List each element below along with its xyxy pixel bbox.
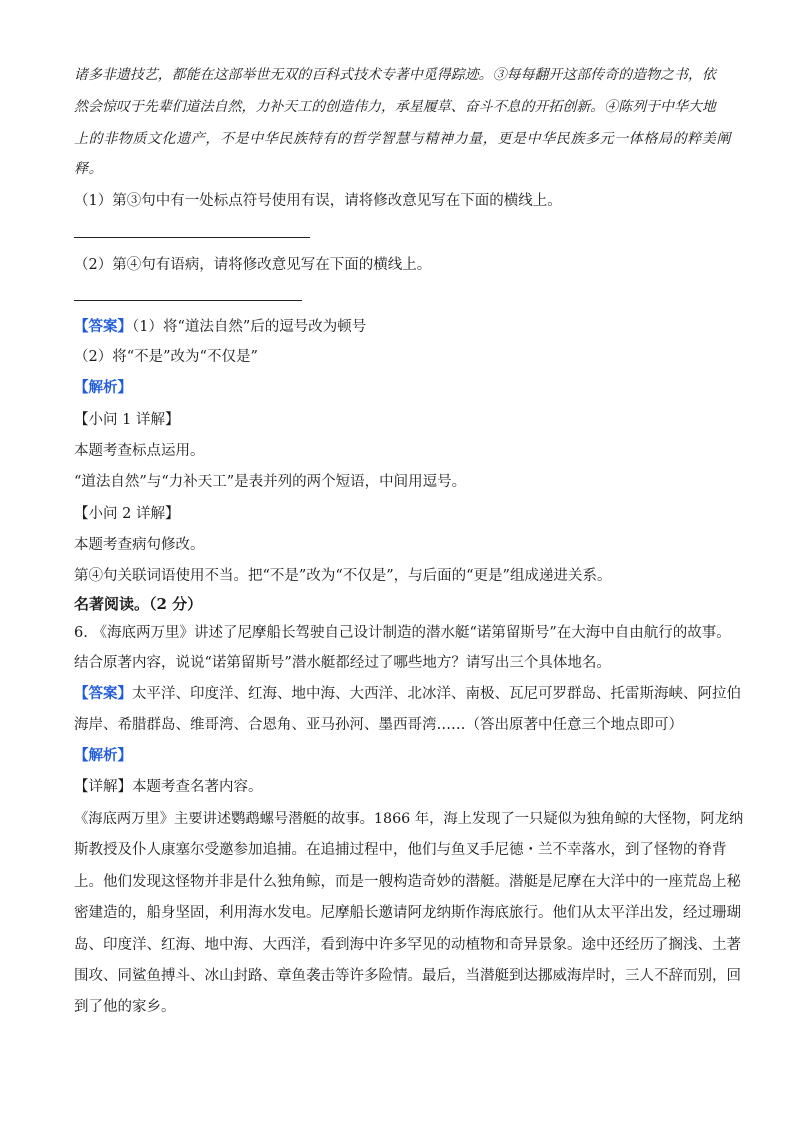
passage-line-4: 释。 xyxy=(74,161,104,177)
sub-question-1-tag: 【小问 1 详解】 xyxy=(74,412,180,428)
detail-paragraph-line-2: 斯教授及仆人康塞尔受邀参加追捕。在追捕过程中，他们与鱼叉手尼德・兰不幸落水，到了怪物的脊背 xyxy=(74,842,727,858)
answer-blank-2 xyxy=(74,300,302,301)
answer-6-tag: 【答案】 xyxy=(74,685,132,702)
analysis-6-tag: 【解析】 xyxy=(74,747,132,764)
passage-line-1: 诸多非遗技艺，都能在这部举世无双的百科式技术专著中觅得踪迹。③每每翻开这部传奇的造物之书，依 xyxy=(74,67,716,83)
answer-1: （1）将“道法自然”后的逗号改为顿号 xyxy=(132,319,367,335)
question-1: （1）第③句中有一处标点符号使用有误，请将修改意见写在下面的横线上。 xyxy=(74,193,562,209)
detail-paragraph-line-3: 上。他们发现这怪物并非是什么独角鲸，而是一艘构造奇妙的潜艇。潜艇是尼摩在大洋中的一座荒岛上秘 xyxy=(74,874,741,890)
passage-line-3: 上的非物质文化遗产，不是中华民族特有的哲学智慧与精神力量，更是中华民族多元一体格局的粹美阐 xyxy=(74,131,731,147)
sub-question-1-line-1: 本题考查标点运用。 xyxy=(74,443,205,459)
answer-2: （2）将“不是”改为“不仅是” xyxy=(74,349,258,365)
detail-paragraph-line-6: 围攻、同鲨鱼搏斗、冰山封路、章鱼袭击等许多险情。最后，当潜艇到达挪威海岸时，三人不辞而别，回 xyxy=(74,968,741,984)
answer-6-line-2: 海岸、希腊群岛、维哥湾、合恩角、亚马孙河、墨西哥湾……（答出原著中任意三个地点即可） xyxy=(74,717,683,733)
answer-blank-1 xyxy=(74,237,310,238)
passage-line-2: 然会惊叹于先辈们道法自然，力补天工的创造伟力，承星履草、奋斗不息的开拓创新。④陈列于中华大地 xyxy=(74,99,716,115)
detail-paragraph-line-4: 密建造的，船身坚固，利用海水发电。尼摩船长邀请阿龙纳斯作海底旅行。他们从太平洋出发，经过珊瑚 xyxy=(74,905,741,921)
sub-question-2-line-1: 本题考查病句修改。 xyxy=(74,537,205,553)
sub-question-2-tag: 【小问 2 详解】 xyxy=(74,506,180,522)
sub-question-2-line-2: 第④句关联词语使用不当。把“不是”改为“不仅是”，与后面的“更是”组成递进关系。 xyxy=(74,568,612,584)
detail-tag: 【详解】 xyxy=(74,779,132,795)
answer-tag: 【答案】 xyxy=(74,318,132,335)
question-2: （2）第④句有语病，请将修改意见写在下面的横线上。 xyxy=(74,257,432,273)
answer-6-row-1 xyxy=(74,683,741,705)
sub-question-1-line-2: “道法自然”与“力补天工”是表并列的两个短语，中间用逗号。 xyxy=(74,474,467,490)
question-6-line-1: 6. 《海底两万里》讲述了尼摩船长驾驶自己设计制造的潜水艇“诺第留斯号”在大海中自由航行的故事。 xyxy=(74,625,731,641)
detail-paragraph-line-5: 岛、印度洋、红海、地中海、大西洋，看到海中许多罕见的动植物和奇异景象。途中还经历了搁浅、土著 xyxy=(74,937,741,953)
detail-row xyxy=(74,776,263,798)
question-6-line-2: 结合原著内容，说说“诺第留斯号”潜水艇都经过了哪些地方？请写出三个具体地名。 xyxy=(74,655,611,671)
answer-row-1 xyxy=(74,316,366,338)
detail-line-1: 本题考查名著内容。 xyxy=(132,779,263,795)
answer-6-line-1: 太平洋、印度洋、红海、地中海、大西洋、北冰洋、南极、瓦尼可罗群岛、托雷斯海峡、阿拉伯 xyxy=(132,686,741,702)
section-title: 名著阅读。（2 分） xyxy=(74,595,203,613)
detail-paragraph-line-7: 到了他的家乡。 xyxy=(74,999,176,1015)
detail-paragraph-line-1: 《海底两万里》主要讲述鹦鹉螺号潜艇的故事。1866 年，海上发现了一只疑似为独角鲸的大怪物，阿龙纳 xyxy=(74,811,744,827)
analysis-tag: 【解析】 xyxy=(74,379,132,396)
